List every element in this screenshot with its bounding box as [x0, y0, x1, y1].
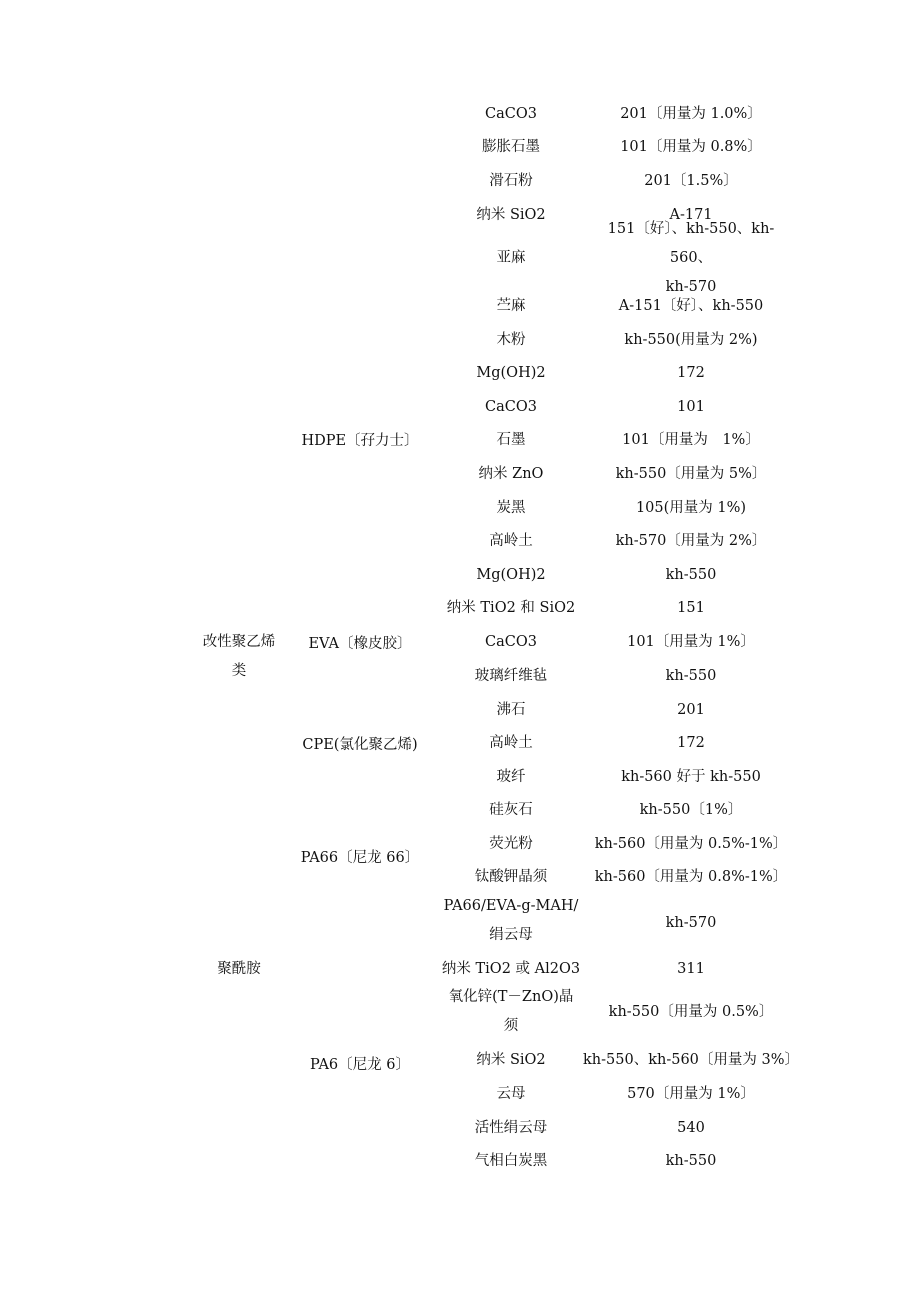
material-cell: 活性绢云母 — [474, 1119, 548, 1136]
material-cell: 荧光粉 — [489, 835, 533, 852]
coupling-agent-cell: kh-550 — [665, 1152, 717, 1169]
subcategory-pa6: PA6〔尼龙 6〕 — [310, 1056, 410, 1073]
coupling-agent-cell: 151 — [677, 599, 705, 616]
coupling-agent-cell: kh-560〔用量为 0.5%-1%〕 — [594, 835, 788, 852]
material-cell: 纳米 ZnO — [478, 465, 544, 482]
coupling-agent-cell: 201〔1.5%〕 — [644, 172, 738, 189]
subcategory-eva: EVA〔橡皮胶〕 — [308, 635, 412, 652]
material-line: 氧化锌(T－ZnO)晶 — [448, 989, 574, 1005]
material-cell: Mg(OH)2 — [476, 566, 546, 583]
coupling-agent-cell: 570〔用量为 1%〕 — [627, 1085, 755, 1102]
material-cell — [438, 983, 584, 1041]
coupling-agent-cell: 101〔用量为 1%〕 — [622, 431, 760, 448]
material-cell: 沸石 — [496, 701, 526, 718]
material-line: 须 — [503, 1018, 519, 1034]
material-cell: CaCO3 — [485, 105, 537, 122]
coupling-agent-line: 151〔好〕、kh-550、kh-560、 — [607, 220, 775, 266]
material-cell: 玻璃纤维毡 — [474, 667, 548, 684]
category-polyamide — [180, 954, 298, 984]
coupling-agent-cell: 101〔用量为 0.8%〕 — [620, 138, 762, 155]
material-cell: CaCO3 — [485, 633, 537, 650]
material-cell: 高岭土 — [489, 734, 533, 751]
subcategory-cpe: CPE(氯化聚乙烯) — [302, 736, 418, 753]
coupling-agent-cell — [588, 220, 794, 295]
coupling-agent-cell: kh-570〔用量为 2%〕 — [615, 532, 767, 549]
coupling-agent-cell: kh-550〔用量为 5%〕 — [615, 465, 767, 482]
category-modified-polyethylene — [180, 628, 298, 686]
material-cell: 苎麻 — [496, 297, 526, 314]
coupling-agent-cell: A-151〔好〕、kh-550 — [618, 297, 764, 314]
coupling-agent-cell: kh-550 — [665, 667, 717, 684]
category-label-line: 类 — [231, 663, 247, 679]
material-cell: CaCO3 — [485, 398, 537, 415]
coupling-agent-cell: 101〔用量为 1%〕 — [627, 633, 755, 650]
material-cell: 石墨 — [496, 431, 526, 448]
material-cell: 亚麻 — [496, 249, 526, 266]
coupling-agent-cell: kh-550(用量为 2%) — [624, 331, 758, 348]
coupling-agent-cell: 540 — [677, 1119, 705, 1136]
coupling-agent-line: kh-570 — [665, 278, 717, 295]
coupling-agent-cell: kh-550、kh-560〔用量为 3%〕 — [583, 1051, 800, 1068]
material-cell: 纳米 SiO2 — [476, 206, 546, 223]
category-label-line: 聚酰胺 — [217, 960, 261, 977]
material-cell: 纳米 SiO2 — [476, 1051, 546, 1068]
material-cell — [438, 892, 584, 950]
material-line: PA66/EVA-g-MAH/ — [443, 898, 579, 914]
material-cell: 纳米 TiO2 和 SiO2 — [446, 599, 576, 616]
material-cell: 膨胀石墨 — [482, 138, 540, 155]
subcategory-hdpe: HDPE〔孖力士〕 — [301, 432, 419, 449]
material-cell: 钛酸钾晶须 — [474, 868, 548, 885]
material-cell: Mg(OH)2 — [476, 364, 546, 381]
material-cell: 玻纤 — [496, 768, 526, 785]
coupling-agent-cell: 172 — [677, 364, 705, 381]
material-cell: 木粉 — [496, 331, 526, 348]
coupling-agent-cell: kh-550 — [665, 566, 717, 583]
coupling-agent-cell: 311 — [677, 960, 705, 977]
material-cell: 硅灰石 — [489, 801, 533, 818]
material-cell: 炭黑 — [496, 499, 526, 516]
coupling-agent-cell: 201〔用量为 1.0%〕 — [620, 105, 762, 122]
coupling-agent-cell: 172 — [677, 734, 705, 751]
coupling-agent-cell: kh-550〔用量为 0.5%〕 — [608, 1003, 774, 1020]
material-cell: 高岭土 — [489, 532, 533, 549]
coupling-agent-cell: kh-570 — [665, 914, 717, 931]
coupling-agent-cell: 101 — [677, 398, 705, 415]
coupling-agent-cell: 105(用量为 1%) — [635, 499, 747, 516]
coupling-agent-cell: kh-550〔1%〕 — [639, 801, 743, 818]
material-cell: 气相白炭黑 — [474, 1152, 548, 1169]
coupling-agent-cell: kh-560 好于 kh-550 — [621, 768, 761, 785]
coupling-agent-cell: 201 — [677, 701, 705, 718]
material-cell: 纳米 TiO2 或 Al2O3 — [441, 960, 581, 977]
coupling-agent-cell: kh-560〔用量为 0.8%-1%〕 — [594, 868, 788, 885]
category-label-line: 改性聚乙烯 — [202, 634, 276, 650]
subcategory-pa66: PA66〔尼龙 66〕 — [300, 849, 420, 866]
coupling-agent-cell: A-171 — [669, 206, 713, 223]
material-cell: 滑石粉 — [489, 172, 533, 189]
material-line: 绢云母 — [489, 927, 533, 943]
material-cell: 云母 — [496, 1085, 526, 1102]
